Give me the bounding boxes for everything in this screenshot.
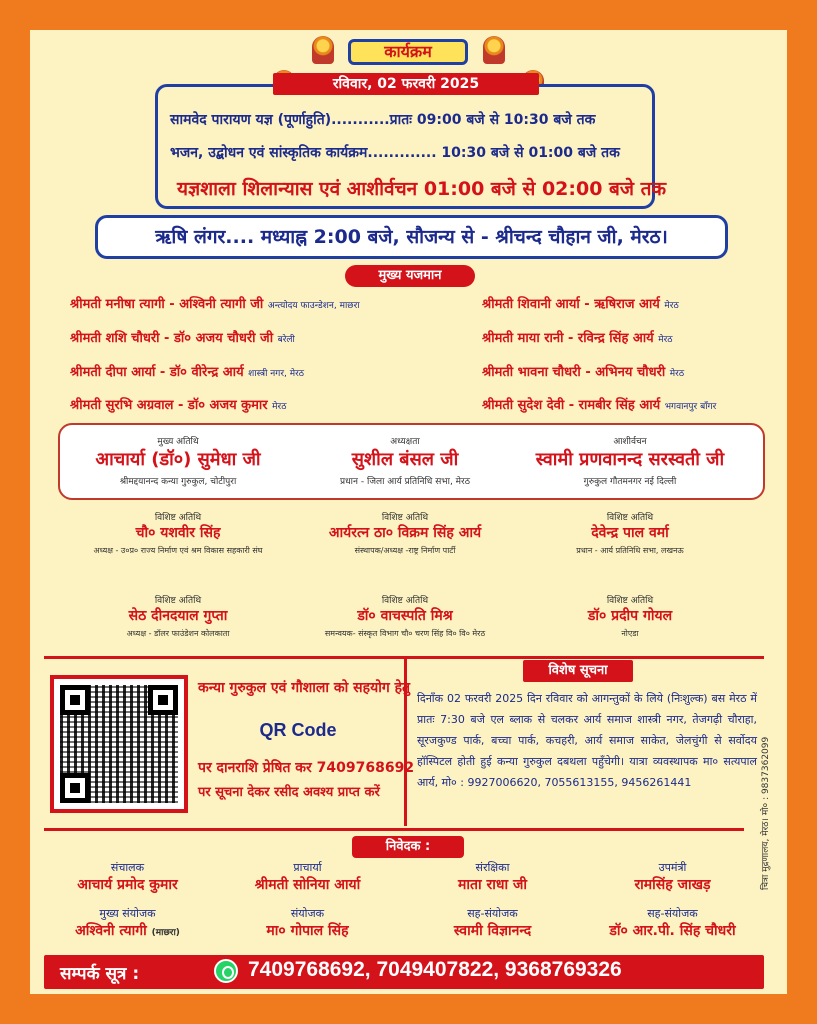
special-guest-role: विशिष्ट अतिथि: [381, 596, 429, 606]
qr-label: QR Code: [259, 720, 337, 740]
special-guest: [530, 593, 730, 640]
whatsapp-icon: [214, 959, 238, 983]
guest-subtitle: गुरुकुल गौतमनगर नई दिल्ली: [583, 477, 677, 487]
section-heading-notice: विशेष सूचना: [523, 660, 633, 682]
blessing-guest: [500, 434, 760, 487]
special-guest-name: देवेन्द्र पाल वर्मा: [591, 525, 669, 541]
donation-qr-code[interactable]: [50, 675, 188, 813]
donation-line-1: पर दानराशि प्रेषित कर 7409768692: [198, 760, 415, 776]
special-guest-name: डॉ० वाचस्पति मिश्र: [357, 608, 453, 624]
programme-title: कार्यक्रम: [348, 39, 468, 65]
special-guest-name: सेठ दीनदयाल गुप्ता: [128, 608, 228, 624]
member-role: मुख्य संयोजक: [99, 907, 156, 920]
programme-line-1: सामवेद पारायण यज्ञ (पूर्णाहुति)...........प्रातः 09:00 बजे से 10:30 बजे तक: [170, 112, 596, 128]
member-name: माता राधा जी: [458, 877, 527, 893]
divider: [44, 828, 744, 831]
yajman-left-4: श्रीमती सुरभि अग्रवाल - डॉ० अजय कुमार मेरठ: [70, 398, 287, 413]
special-guest-role: विशिष्ट अतिथि: [381, 513, 429, 523]
contact-label: सम्पर्क सूत्र :: [60, 964, 140, 984]
member-role: सह-संयोजक: [647, 907, 698, 920]
contact-bar: [44, 955, 764, 989]
special-guest-desc: प्रधान - आर्य प्रतिनिधि सभा, लखनऊ: [576, 546, 684, 555]
rishi-langar: ऋषि लंगर.... मध्याह्न 2:00 बजे, सौजन्य से - श्रीचन्द चौहान जी, मेरठ।: [95, 215, 728, 259]
yajman-right-3: श्रीमती भावना चौधरी - अभिनय चौधरी मेरठ: [482, 365, 685, 380]
nivedak-member: [405, 860, 580, 894]
special-guest: [88, 593, 268, 640]
donation-line-2: पर सूचना देकर रसीद अवश्य प्राप्त करें: [198, 785, 380, 800]
special-guest-role: विशिष्ट अतिथि: [606, 513, 654, 523]
member-role: संचालक: [110, 861, 145, 874]
ganesha-icon: [312, 36, 334, 64]
nivedak-member: [585, 906, 760, 940]
special-guest-role: विशिष्ट अतिथि: [154, 596, 202, 606]
special-guest-desc: अध्यक्ष - डॉलर फाउंडेशन कोलकाता: [126, 629, 230, 638]
special-notice-text: दिनाँक 02 फरवरी 2025 दिन रविवार को आगन्तुकों के लिये (निःशुल्क) बस मेरठ में प्रातः 7:30 बजे एल ब्लाक से चलकर आर्य समाज शास्त्री नगर, तेजगढ़ी चौराहा, सूरजकुण्ड पार्क, बच्चा पार्क, कचहरी, आर्य समाज साकेत, जेलचुंगी से सर्वोदय हॉस्पिटल होती हुई कन्या गुरुकुल दबथला पहुँचेगी। यात्रा व्यवस्थापक मा० सत्यपाल आर्य, मो० : 9927006620, 7055613155, 9456261441: [417, 692, 757, 789]
nivedak-member: [40, 860, 215, 894]
nivedak-member: [405, 906, 580, 940]
special-guest: [295, 510, 515, 557]
member-name: स्वामी विज्ञानन्द: [453, 923, 532, 939]
section-heading-nivedak: निवेदक :: [352, 836, 464, 858]
member-name: अश्विनी त्यागी (माछरा): [75, 923, 180, 939]
qr-finder: [60, 773, 90, 803]
event-date: रविवार, 02 फरवरी 2025: [273, 73, 539, 95]
yajman-right-4: श्रीमती सुदेश देवी - रामबीर सिंह आर्य भगवानपुर बाँगर: [482, 398, 717, 413]
member-name: आचार्य प्रमोद कुमार: [77, 877, 178, 893]
member-name: मा० गोपाल सिंह: [266, 923, 349, 939]
special-guest: [530, 510, 730, 557]
special-guest-desc: अध्यक्ष - उ०प्र० राज्य निर्माण एवं श्रम विकास सहकारी संघ: [93, 546, 263, 555]
special-guest: [88, 510, 268, 557]
special-guest-desc: समन्वयक- संस्कृत विभाग चौ० चरण सिंह वि० वि० मेरठ: [324, 629, 486, 638]
member-role: प्राचार्या: [293, 861, 322, 874]
special-guest: [295, 593, 515, 640]
special-guest-desc: संस्थापक/अध्यक्ष -राष्ट्र निर्माण पार्टी: [354, 546, 456, 555]
member-role: सह-संयोजक: [467, 907, 518, 920]
guest-role: अध्यक्षता: [390, 437, 420, 447]
ganesha-icon: [483, 36, 505, 64]
guest-name: आचार्या (डॉ०) सुमेधा जी: [95, 449, 261, 470]
programme-line-3: यज्ञशाला शिलान्यास एवं आशीर्वचन 01:00 बजे से 02:00 बजे तक: [177, 178, 667, 200]
special-guest-desc: नोएडा: [621, 629, 639, 638]
yajman-right-1: श्रीमती शिवानी आर्या - ऋषिराज आर्य मेरठ: [482, 297, 679, 312]
nivedak-member: [220, 860, 395, 894]
guest-subtitle: प्रधान - जिला आर्य प्रतिनिधि सभा, मेरठ: [340, 477, 470, 487]
yajman-left-2: श्रीमती शशि चौधरी - डॉ० अजय चौधरी जी बरेली: [70, 331, 295, 346]
chief-guest: [68, 434, 288, 487]
contact-numbers[interactable]: 7409768692, 7049407822, 9368769326: [248, 958, 622, 981]
member-name: डॉ० आर.पी. सिंह चौधरी: [609, 923, 736, 939]
section-heading-yajman: मुख्य यजमान: [345, 265, 475, 287]
special-guest-name: डॉ० प्रदीप गोयल: [587, 608, 673, 624]
yajman-left-3: श्रीमती दीपा आर्या - डॉ० वीरेन्द्र आर्य शास्त्री नगर, मेरठ: [70, 365, 305, 380]
donation-heading: कन्या गुरुकुल एवं गौशाला को सहयोग हेतु: [198, 680, 410, 696]
nivedak-member: [40, 906, 215, 940]
yajman-right-2: श्रीमती माया रानी - रविन्द्र सिंह आर्य मेरठ: [482, 331, 673, 346]
guest-subtitle: श्रीमद्दयानन्द कन्या गुरुकुल, चोटीपुरा: [119, 477, 237, 487]
printer-credit: चित्रा मुद्रणालय, मेरठ। मो० : 9837362099: [761, 736, 771, 890]
member-role: संयोजक: [290, 907, 325, 920]
member-role: उपमंत्री: [658, 861, 687, 874]
member-name: रामसिंह जाखड़: [634, 877, 711, 893]
guest-role: आशीर्वचन: [613, 437, 647, 447]
special-guest-role: विशिष्ट अतिथि: [606, 596, 654, 606]
poster-sheet: [30, 30, 787, 994]
qr-finder: [148, 685, 178, 715]
special-guest-role: विशिष्ट अतिथि: [154, 513, 202, 523]
programme-line-2: भजन, उद्बोधन एवं सांस्कृतिक कार्यक्रम............. 10:30 बजे से 01:00 बजे तक: [170, 145, 620, 161]
guest-name: सुशील बंसल जी: [351, 449, 459, 470]
yajman-left-1: श्रीमती मनीषा त्यागी - अश्विनी त्यागी जी अन्त्योदय फाउन्डेशन, माछरा: [70, 297, 360, 312]
presiding-guest: [295, 434, 515, 487]
member-role: संरक्षिका: [475, 861, 510, 874]
special-guest-name: चौ० यशवीर सिंह: [135, 525, 221, 541]
nivedak-member: [585, 860, 760, 894]
guest-role: मुख्य अतिथि: [157, 437, 199, 447]
qr-finder: [60, 685, 90, 715]
member-name: श्रीमती सोनिया आर्या: [254, 877, 361, 893]
special-guest-name: आर्यरत्न ठा० विक्रम सिंह आर्य: [328, 525, 482, 541]
nivedak-member: [220, 906, 395, 940]
guest-name: स्वामी प्रणवानन्द सरस्वती जी: [535, 449, 725, 470]
